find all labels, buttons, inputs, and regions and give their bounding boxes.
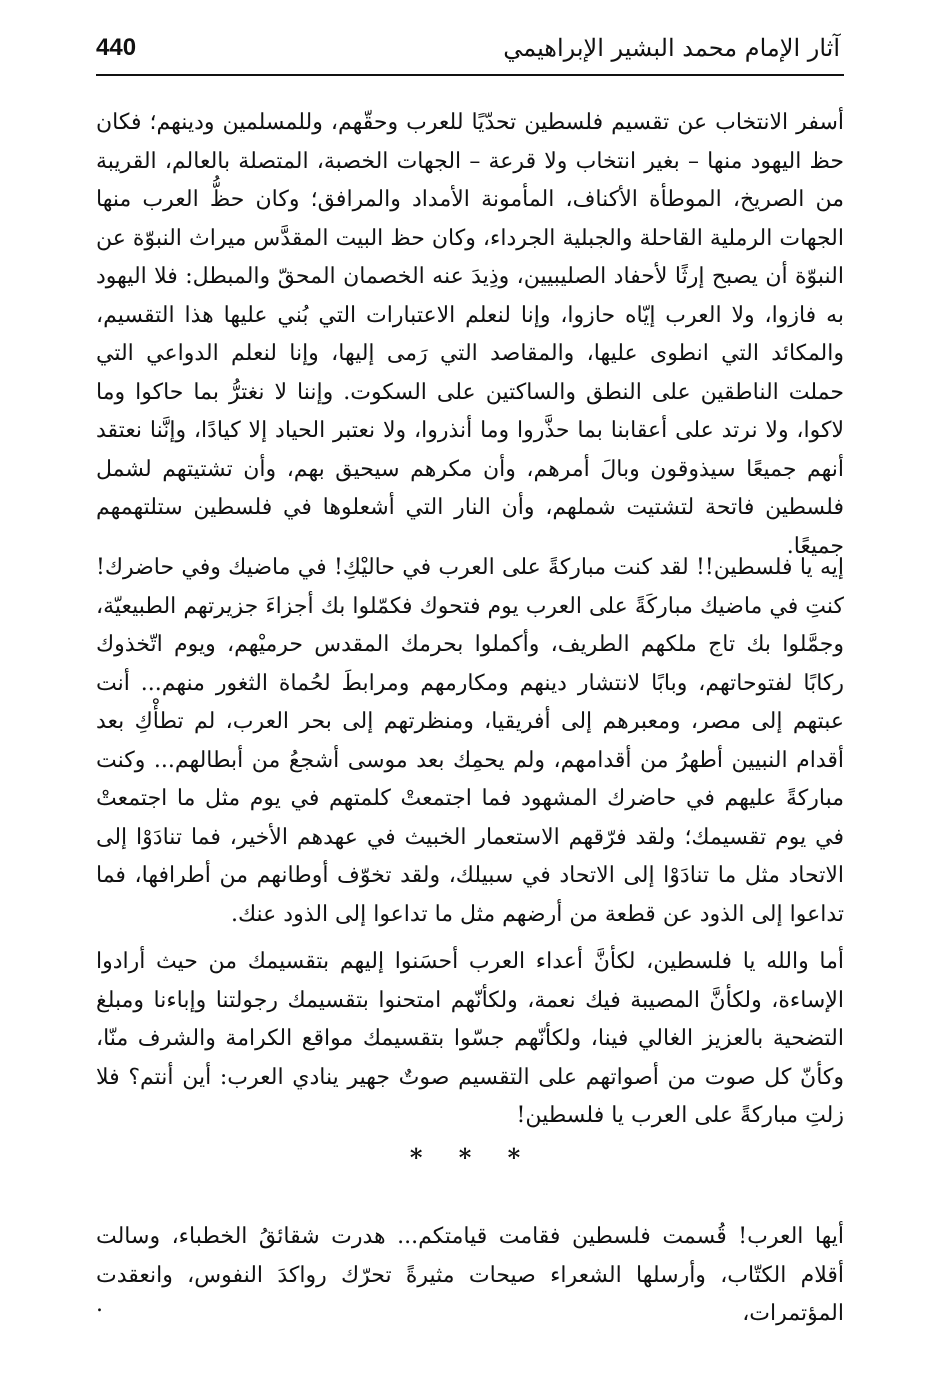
paragraph-address-to-arabs: أيها العرب! قُسمت فلسطين فقامت قيامتكم... هدرت شقائقُ الخطباء، وسالت أقلام الكتّاب، وأرسلها الشعراء صيحات مثيرةً تحرّك رواكدَ النفوس، وانعقدت المؤتمرات،	[96, 1224, 844, 1326]
paragraph-partition-result: أسفر الانتخاب عن تقسيم فلسطين تحدّيًا للعرب وحقّهم، وللمسلمين ودينهم؛ فكان حظ اليهود منها – بغير انتخاب ولا قرعة – الجهات الخصبة، المتصلة بالعالم، القريبة من الصريخ، الموطأة الأكناف، المأمونة الأمداد والمرافق؛ وكان حظُّ العرب منها الجهات الرملية القاحلة والجبلية الجرداء، وكان حظ البيت المقدَّس ميراث النبوّة عن النبوّة أن يصبح إرثًا لأحفاد الصليبيين، وذِيدَ عنه الخصمان المحقّ والمبطل: فلا اليهود به فازوا، ولا العرب إيّاه حازوا، وإنا لنعلم الاعتبارات التي بُني عليها هذا التقسيم، والمكائد التي انطوى عليها، والمقاصد التي رَمى إليها، وإنا لنعلم الدواعي التي حملت الناطقين على النطق والساكتين على السكوت. وإننا لا نغترُّ بما حاكوا وما لاكوا، ولا نرتد على أعقابنا بما حذَّروا وما أنذروا، ولا نعتبر الحياد إلا كيادًا، وإنَّنا نعتقد أنهم جميعًا سيذوقون وبالَ أمرهم، وأن مكرهم سيحيق بهم، وأن تشتيتهم لشمل فلسطين فاتحة لتشتيت شملهم، وأن النار التي أشعلوها في فلسطين ستلتهمهم جميعًا.	[96, 110, 844, 559]
paragraph-blessing-in-disguise: أما والله يا فلسطين، لكأنَّ أعداء العرب أحسَنوا إليهم بتقسيمك من حيث أرادوا الإساءة، ولكأنَّ المصيبة فيك نعمة، ولكأنّهم امتحنوا بتقسيمك رجولتنا وإباءنا ومبلغ التضحية بالعزيز الغالي فينا، ولكأنّهم جسّوا بتقسيمك مواقع الكرامة والشرف منّا، وكأنّ كل صوت من أصواتهم على التقسيم صوتٌ جهير ينادي العرب: أين أنتم؟ فلا زلتِ مباركةً على العرب يا فلسطين!	[96, 949, 844, 1128]
running-title: آثار الإمام محمد البشير الإبراهيمي	[503, 34, 840, 62]
page-number: 440	[96, 34, 137, 61]
paragraph-ode-to-palestine: إيه يا فلسطين!! لقد كنت مباركةً على العرب في حاليْكِ! في ماضيك وفي حاضرك! كنتِ في ماضيك مباركَةً على العرب يوم فتحوك فكمّلوا بك أجزاءَ جزيرتهم الطبيعيّة، وجمَّلوا بك تاج ملكهم الطريف، وأكملوا بحرمك المقدس حرميْهم، ويوم اتّخذوك ركابًا لفتوحاتهم، وبابًا لانتشار دينهم ومكارمهم ومرابطَ لحُماة الثغور منهم... أنت عبتهم إلى مصر، ومعبرهم إلى أفريقيا، ومنظرتهم إلى بحر العرب، لم تطأْكِ بعد أقدام النبيين أطهرُ من أقدامهم، ولم يحمِك بعد موسى أشجعُ من أبطالهم... وكنت مباركةً عليهم في حاضرك المشهود فما اجتمعتْ كلمتهم في يوم مثل ما اجتمعتْ في يوم تقسيمك؛ ولقد فرّقهم الاستعمار الخبيث في عهدهم الأخير، فما تنادَوْا إلى الاتحاد مثل ما تنادَوْا إلى الاتحاد في سبيلك، ولقد تخوّف أوطانهم من أطرافها، فما تداعوا إلى الذود عن قطعة من أرضهم مثل ما تداعوا إلى الذود عنك.	[96, 555, 844, 927]
page-header	[96, 28, 844, 76]
stray-mark: .	[96, 1292, 103, 1317]
section-separator: * * *	[409, 1143, 535, 1172]
